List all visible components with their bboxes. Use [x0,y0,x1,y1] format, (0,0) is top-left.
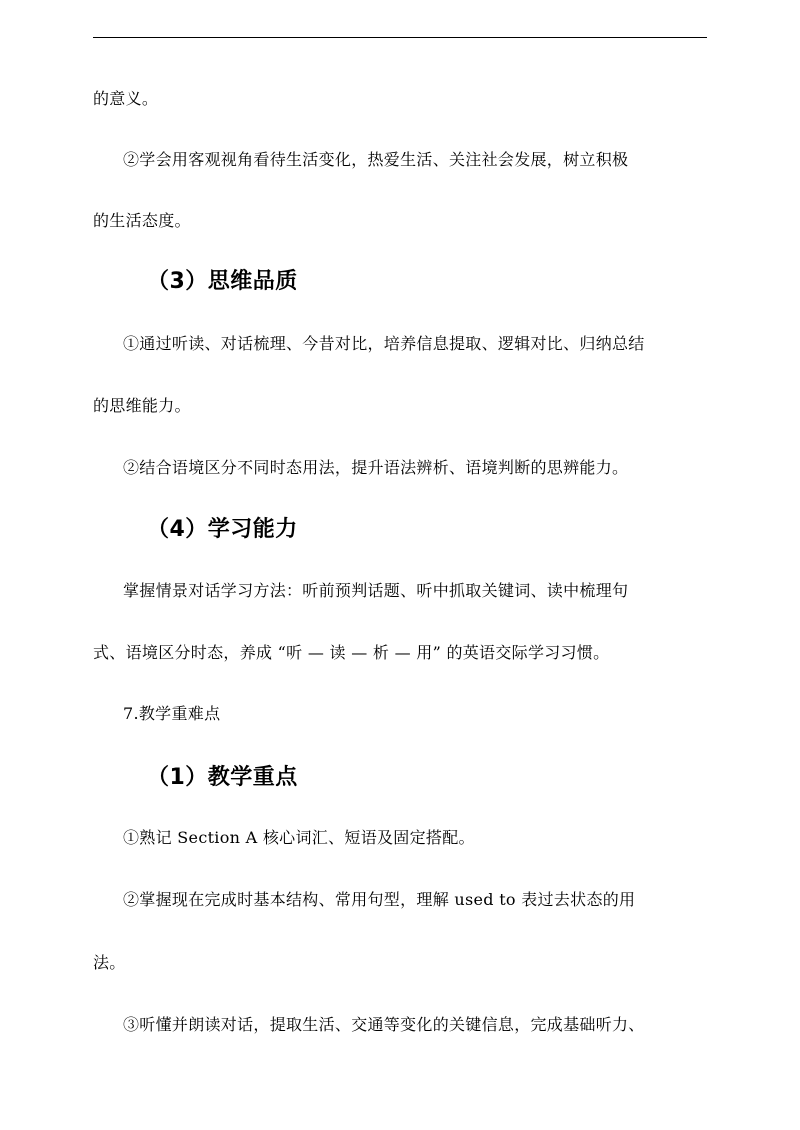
body-text-line: 掌握情景对话学习方法：听前预判话题、听中抓取关键词、读中梳理句 [123,581,629,600]
body-text-line: 式、语境区分时态，养成 “听 — 读 — 析 — 用” 的英语交际学习习惯。 [93,643,610,662]
body-text-line: 的意义。 [93,89,159,108]
section-heading-learning-ability: （4）学习能力 [147,517,298,542]
section-heading-teaching-focus: （1）教学重点 [147,765,298,790]
header-rule [93,37,707,38]
body-text-line: ③听懂并朗读对话，提取生活、交通等变化的关键信息，完成基础听力、 [123,1015,645,1034]
section-heading-thinking-quality: （3）思维品质 [147,269,298,294]
section-title-key-points: 7.教学重难点 [123,704,221,723]
body-text-line: 的思维能力。 [93,396,191,415]
body-text-line: ①通过听读、对话梳理、今昔对比，培养信息提取、逻辑对比、归纳总结 [123,334,645,353]
body-text-line: 法。 [93,953,126,972]
body-text-line: ①熟记 Section A 核心词汇、短语及固定搭配。 [123,828,475,847]
body-text-line: ②学会用客观视角看待生活变化，热爱生活、关注社会发展，树立积极 [123,150,629,169]
body-text-line: ②掌握现在完成时基本结构、常用句型，理解 used to 表过去状态的用 [123,890,636,909]
body-text-line: ②结合语境区分不同时态用法，提升语法辨析、语境判断的思辨能力。 [123,458,629,477]
body-text-line: 的生活态度。 [93,211,191,230]
